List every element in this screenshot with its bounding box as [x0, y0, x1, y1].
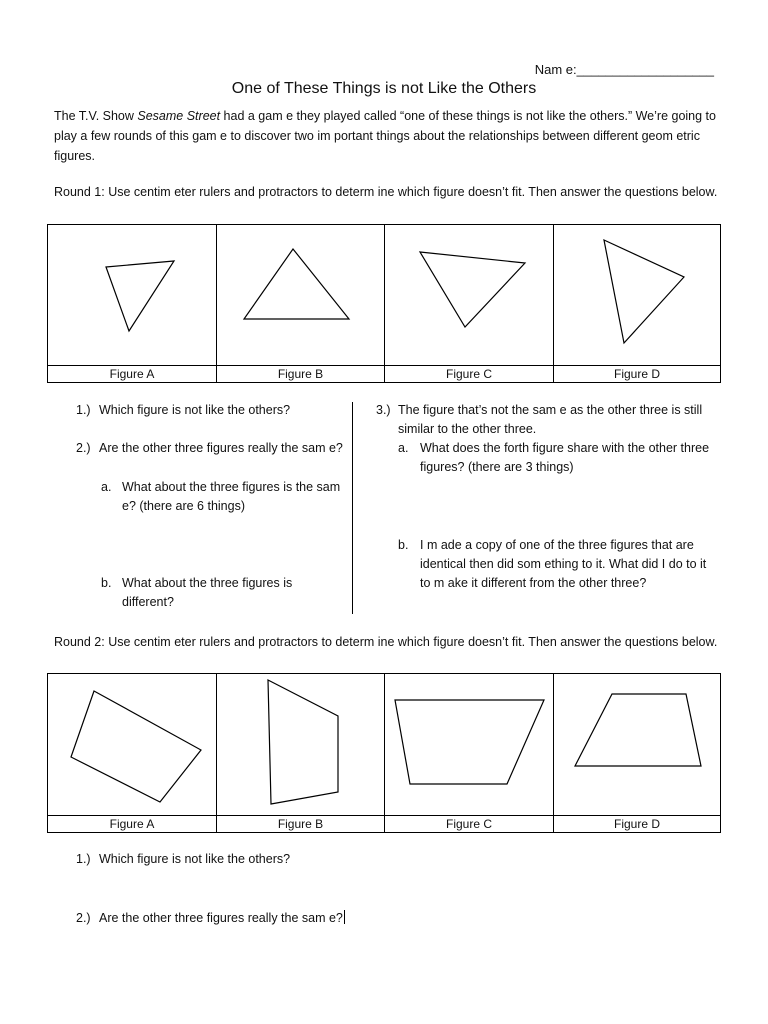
column-divider — [352, 402, 353, 614]
r1-q2-number: 2.) — [76, 441, 91, 455]
round1-figure-c-cell — [385, 225, 554, 365]
name-field-label[interactable]: Nam e:___________________ — [534, 62, 714, 77]
r2-q2-number: 2.) — [76, 911, 91, 925]
r1-q1-number: 1.) — [76, 403, 91, 417]
round2-figure-b-label: Figure B — [217, 816, 385, 832]
round1-figure-table — [47, 224, 721, 383]
round2-figure-c-cell — [385, 674, 554, 815]
round2-figure-b-quadrilateral — [217, 674, 384, 815]
round1-figure-a-triangle — [48, 225, 216, 365]
r1-q2a-text: What about the three figures is the sam e? (there are 6 things) — [122, 480, 341, 513]
intro-text-end: had a gam e they played called “one of these things is not like the others.” We’re going to play a few rounds of this gam e to discover two im portant things about the relationships between different geom etric figures. — [54, 109, 716, 163]
round2-figure-d-label: Figure D — [613, 817, 660, 831]
intro-text-start: The T.V. Show — [54, 109, 138, 123]
r2-q1-text: Which figure is not like the others? — [99, 852, 291, 866]
round2-figure-d-cell — [554, 674, 720, 815]
r2-q2-line[interactable] — [99, 909, 399, 928]
round2-figure-d-trapezoid — [554, 674, 720, 815]
round1-figure-c-triangle — [385, 225, 553, 365]
round2-figure-a-quadrilateral — [48, 674, 216, 815]
round2-figure-table — [47, 673, 721, 833]
r1-q3b-letter: b. — [398, 538, 409, 552]
intro-paragraph — [54, 106, 724, 166]
round1-figure-d-triangle — [554, 225, 720, 365]
round2-figure-b-cell — [217, 674, 385, 815]
r1-q2a-letter: a. — [101, 480, 112, 494]
page-title: One of These Things is not Like the Others — [231, 80, 537, 97]
round2-figure-c-trapezoid — [385, 674, 553, 815]
round2-instructions: Round 2: Use centim eter rulers and protractors to determ ine which figure doesn’t fit. Then answer the questions below. — [54, 635, 718, 649]
r1-q3-number: 3.) — [376, 403, 391, 417]
r1-q1-text: Which figure is not like the others? — [99, 403, 291, 417]
round1-figure-b-label: Figure B — [217, 366, 385, 382]
r1-q3a-letter: a. — [398, 441, 409, 455]
round1-figure-b-cell — [217, 225, 385, 365]
round1-instructions: Round 1: Use centim eter rulers and protractors to determ ine which figure doesn’t fit. Then answer the questions below. — [54, 185, 718, 199]
round1-figure-a-cell — [48, 225, 217, 365]
round2-figure-a-label: Figure A — [48, 816, 217, 832]
r1-q3a-text: What does the forth figure share with the other three figures? (there are 3 things) — [420, 441, 710, 474]
round1-figure-c-label: Figure C — [385, 366, 554, 382]
round1-figure-d-label: Figure D — [613, 367, 660, 381]
intro-show-name: Sesame Street — [137, 109, 221, 123]
r2-q1-number: 1.) — [76, 852, 91, 866]
r1-q3-text: The figure that’s not the sam e as the other three is still similar to the other three. — [398, 403, 703, 436]
r1-q2b-letter: b. — [101, 576, 112, 590]
round1-figure-d-cell — [554, 225, 720, 365]
text-cursor — [344, 910, 345, 924]
round2-figure-c-label: Figure C — [385, 816, 554, 832]
r1-q2b-text: What about the three figures is different? — [122, 576, 293, 609]
round1-figure-a-label: Figure A — [48, 366, 217, 382]
r1-q3b-text: I m ade a copy of one of the three figures that are identical then did som ething to it. What did I do to it to m ake it different from the other three? — [420, 538, 707, 590]
r1-q2-text: Are the other three figures really the sam e? — [99, 441, 343, 455]
r2-q2-text: Are the other three figures really the sam e? — [99, 911, 343, 925]
round2-figure-a-cell — [48, 674, 217, 815]
round1-figure-b-triangle — [217, 225, 384, 365]
